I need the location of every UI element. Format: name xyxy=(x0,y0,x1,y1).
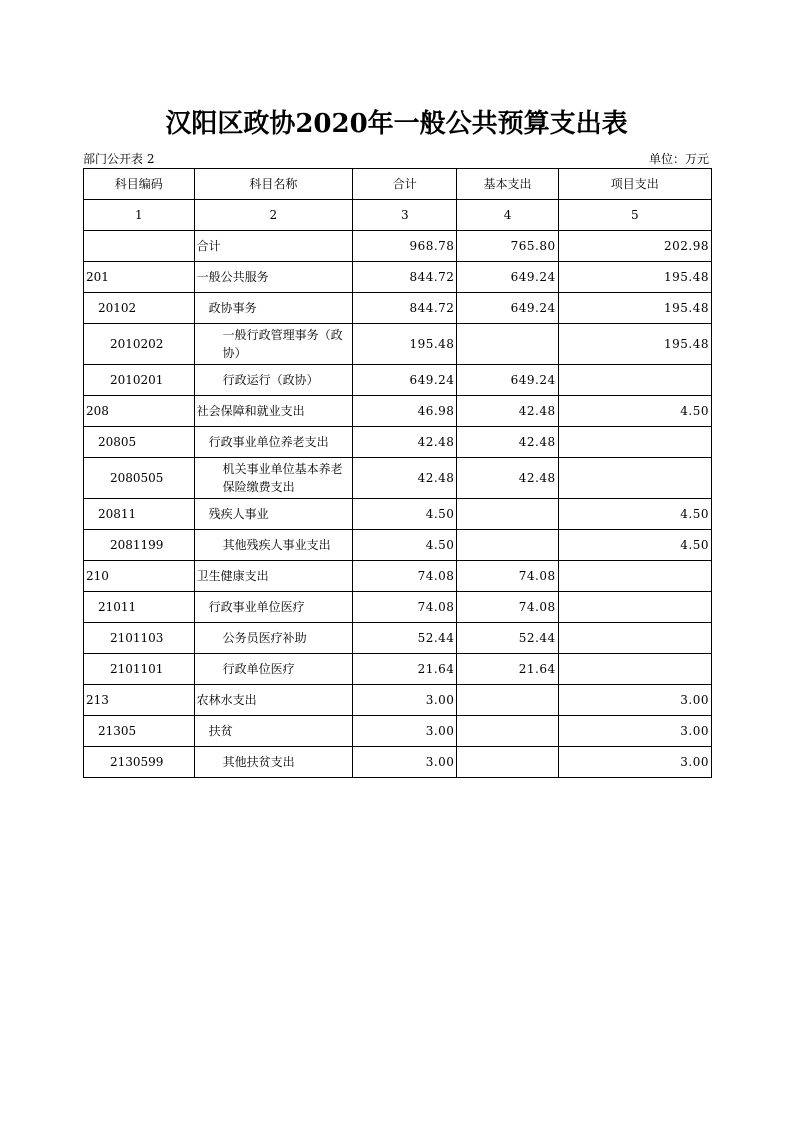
code-cell: 208 xyxy=(84,396,195,427)
name-cell: 行政单位医疗 xyxy=(194,654,353,685)
index-cell: 2 xyxy=(194,200,353,231)
name-cell: 卫生健康支出 xyxy=(194,561,353,592)
name-cell: 残疾人事业 xyxy=(194,499,353,530)
project-cell: 195.48 xyxy=(558,262,711,293)
name-cell: 行政事业单位医疗 xyxy=(194,592,353,623)
table-row xyxy=(84,458,712,499)
basic-cell: 649.24 xyxy=(457,365,558,396)
basic-cell xyxy=(457,685,558,716)
name-cell: 扶贫 xyxy=(194,716,353,747)
basic-cell: 765.80 xyxy=(457,231,558,262)
table-row xyxy=(84,365,712,396)
code-cell: 201 xyxy=(84,262,195,293)
total-cell: 3.00 xyxy=(353,716,457,747)
total-cell: 4.50 xyxy=(353,499,457,530)
total-cell: 21.64 xyxy=(353,654,457,685)
project-cell xyxy=(558,561,711,592)
basic-cell: 74.08 xyxy=(457,592,558,623)
basic-cell: 42.48 xyxy=(457,396,558,427)
code-cell: 20805 xyxy=(84,427,195,458)
name-cell: 一般公共服务 xyxy=(194,262,353,293)
basic-cell: 42.48 xyxy=(457,427,558,458)
code-cell: 2010201 xyxy=(84,365,195,396)
code-cell: 213 xyxy=(84,685,195,716)
code-cell: 2010202 xyxy=(84,324,195,365)
project-cell: 195.48 xyxy=(558,324,711,365)
name-cell: 公务员医疗补助 xyxy=(194,623,353,654)
total-cell: 195.48 xyxy=(353,324,457,365)
index-cell: 3 xyxy=(353,200,457,231)
basic-cell: 649.24 xyxy=(457,293,558,324)
project-cell xyxy=(558,458,711,499)
total-cell: 74.08 xyxy=(353,592,457,623)
name-cell: 合计 xyxy=(194,231,353,262)
table-row xyxy=(84,427,712,458)
name-cell: 行政运行（政协） xyxy=(194,365,353,396)
header-project: 项目支出 xyxy=(558,169,711,200)
total-cell: 74.08 xyxy=(353,561,457,592)
name-cell: 行政事业单位养老支出 xyxy=(194,427,353,458)
code-cell: 2130599 xyxy=(84,747,195,778)
project-cell: 4.50 xyxy=(558,499,711,530)
project-cell: 3.00 xyxy=(558,716,711,747)
total-cell: 42.48 xyxy=(353,427,457,458)
project-cell: 195.48 xyxy=(558,293,711,324)
budget-table xyxy=(83,168,712,778)
total-cell: 4.50 xyxy=(353,530,457,561)
project-cell: 202.98 xyxy=(558,231,711,262)
name-cell: 社会保障和就业支出 xyxy=(194,396,353,427)
basic-cell xyxy=(457,324,558,365)
page-title: 汉阳区政协2020年一般公共预算支出表 xyxy=(165,109,628,139)
basic-cell: 42.48 xyxy=(457,458,558,499)
table-row xyxy=(84,561,712,592)
table-row xyxy=(84,262,712,293)
basic-cell: 649.24 xyxy=(457,262,558,293)
name-cell: 机关事业单位基本养老保险缴费支出 xyxy=(194,458,353,499)
project-cell: 3.00 xyxy=(558,685,711,716)
name-cell: 其他扶贫支出 xyxy=(194,747,353,778)
code-cell xyxy=(84,231,195,262)
table-row xyxy=(84,530,712,561)
table-row xyxy=(84,592,712,623)
table-row xyxy=(84,324,712,365)
total-cell: 844.72 xyxy=(353,262,457,293)
code-cell: 2080505 xyxy=(84,458,195,499)
table-number: 部门公开表 2 xyxy=(83,152,155,166)
table-row xyxy=(84,654,712,685)
index-cell: 4 xyxy=(457,200,558,231)
total-cell: 3.00 xyxy=(353,685,457,716)
name-cell: 一般行政管理事务（政协） xyxy=(194,324,353,365)
basic-cell xyxy=(457,530,558,561)
project-cell xyxy=(558,654,711,685)
total-cell: 52.44 xyxy=(353,623,457,654)
basic-cell: 21.64 xyxy=(457,654,558,685)
basic-cell: 74.08 xyxy=(457,561,558,592)
header-row xyxy=(84,169,712,200)
total-cell: 46.98 xyxy=(353,396,457,427)
table-row xyxy=(84,747,712,778)
total-cell: 42.48 xyxy=(353,458,457,499)
header-total: 合计 xyxy=(353,169,457,200)
table-row xyxy=(84,716,712,747)
table-row xyxy=(84,293,712,324)
code-cell: 21305 xyxy=(84,716,195,747)
code-cell: 21011 xyxy=(84,592,195,623)
header-name: 科目名称 xyxy=(194,169,353,200)
table-row xyxy=(84,685,712,716)
total-cell: 844.72 xyxy=(353,293,457,324)
index-cell: 1 xyxy=(84,200,195,231)
table-row xyxy=(84,623,712,654)
basic-cell: 52.44 xyxy=(457,623,558,654)
header-code: 科目编码 xyxy=(84,169,195,200)
total-cell: 649.24 xyxy=(353,365,457,396)
table-row xyxy=(84,499,712,530)
basic-cell xyxy=(457,747,558,778)
code-cell: 210 xyxy=(84,561,195,592)
project-cell xyxy=(558,365,711,396)
name-cell: 农林水支出 xyxy=(194,685,353,716)
code-cell: 2101103 xyxy=(84,623,195,654)
project-cell: 3.00 xyxy=(558,747,711,778)
code-cell: 20102 xyxy=(84,293,195,324)
project-cell xyxy=(558,623,711,654)
index-cell: 5 xyxy=(558,200,711,231)
project-cell xyxy=(558,427,711,458)
project-cell: 4.50 xyxy=(558,530,711,561)
table-row xyxy=(84,396,712,427)
total-cell: 968.78 xyxy=(353,231,457,262)
name-cell: 政协事务 xyxy=(194,293,353,324)
project-cell: 4.50 xyxy=(558,396,711,427)
basic-cell xyxy=(457,499,558,530)
project-cell xyxy=(558,592,711,623)
name-cell: 其他残疾人事业支出 xyxy=(194,530,353,561)
unit-label: 单位：万元 xyxy=(648,152,709,166)
header-basic: 基本支出 xyxy=(457,169,558,200)
total-cell: 3.00 xyxy=(353,747,457,778)
table-row-total xyxy=(84,231,712,262)
index-row xyxy=(84,200,712,231)
basic-cell xyxy=(457,716,558,747)
code-cell: 2081199 xyxy=(84,530,195,561)
code-cell: 20811 xyxy=(84,499,195,530)
code-cell: 2101101 xyxy=(84,654,195,685)
